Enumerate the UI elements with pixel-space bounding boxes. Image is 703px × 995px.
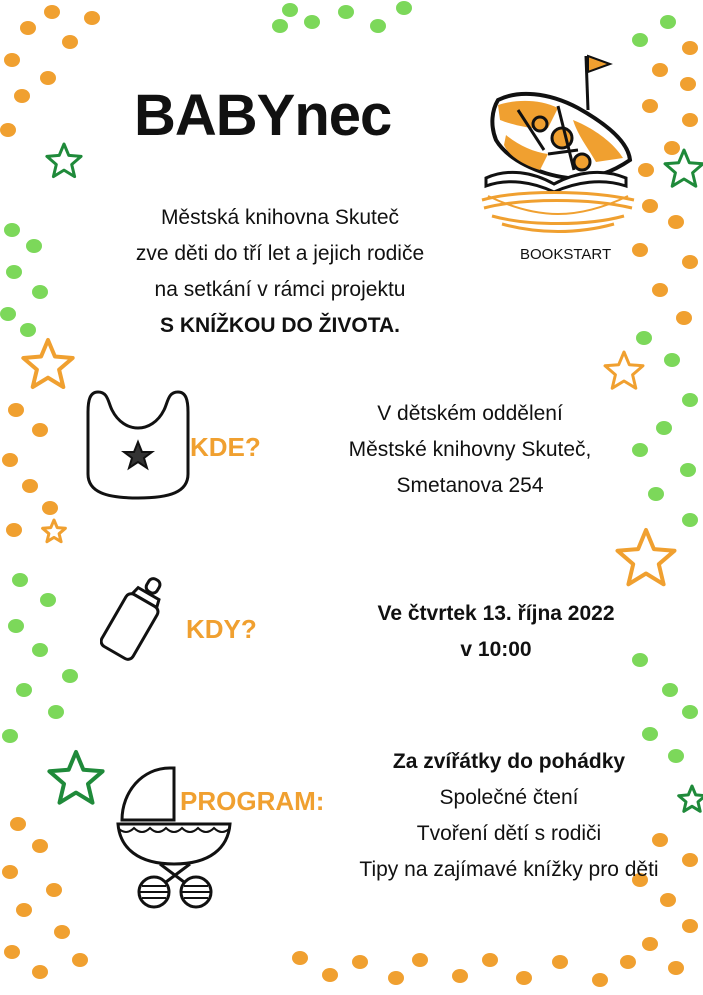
decorative-dot [660,15,676,29]
decorative-dot [26,239,42,253]
bib-icon [84,388,192,500]
decorative-dot [304,15,320,29]
bookstart-label: BOOKSTART [520,246,612,263]
where-info [320,396,620,504]
decorative-dot [2,453,18,467]
decorative-dot [48,705,64,719]
program-item: Tvoření dětí s rodiči [416,822,602,845]
program-info [324,744,694,888]
decorative-dot [638,163,654,177]
decorative-dot [8,403,24,417]
decorative-star-icon [23,340,72,387]
decorative-dot [46,883,62,897]
decorative-dot [642,727,658,741]
decorative-dot [338,5,354,19]
program-item: Tipy na zajímavé knížky pro děti [359,858,659,881]
decorative-dot [632,243,648,257]
decorative-dot [396,1,412,15]
baby-bottle-icon [100,576,184,666]
decorative-dot [72,953,88,967]
decorative-dot [664,353,680,367]
decorative-dot [16,903,32,917]
decorative-dot [32,965,48,979]
decorative-dot [292,951,308,965]
where-line: Smetanova 254 [396,474,544,497]
decorative-star-icon [618,530,675,584]
decorative-dot [388,971,404,985]
program-label: PROGRAM: [180,786,325,816]
decorative-dot [282,3,298,17]
decorative-dot [2,729,18,743]
decorative-dot [4,53,20,67]
decorative-dot [682,41,698,55]
decorative-dot [84,11,100,25]
decorative-dot [642,199,658,213]
intro-line: Městská knihovna Skuteč [160,206,400,229]
decorative-dot [352,955,368,969]
decorative-dot [682,113,698,127]
decorative-dot [620,955,636,969]
decorative-dot [680,77,696,91]
decorative-dot [272,19,288,33]
decorative-dot [668,215,684,229]
decorative-dot [652,63,668,77]
decorative-dot [632,33,648,47]
decorative-dot [682,919,698,933]
decorative-star-icon [49,752,102,803]
decorative-dot [682,705,698,719]
project-name: S KNÍŽKOU DO ŽIVOTA. [160,314,400,337]
decorative-dot [40,593,56,607]
decorative-dot [14,89,30,103]
decorative-star-icon [43,520,66,542]
decorative-dot [552,955,568,969]
when-label: KDY? [186,614,257,644]
decorative-star-icon [665,150,703,186]
bookstart-logo [478,50,638,240]
decorative-dot [652,283,668,297]
decorative-dot [2,865,18,879]
intro-line: zve děti do tří let a jejich rodiče [135,242,425,265]
decorative-dot [16,683,32,697]
decorative-dot [32,423,48,437]
decorative-dot [682,255,698,269]
decorative-dot [648,487,664,501]
decorative-dot [482,953,498,967]
decorative-dot [412,953,428,967]
page-title: BABYnec [134,83,392,148]
decorative-dot [40,71,56,85]
where-line: Městské knihovny Skuteč, [348,438,592,461]
decorative-dot [642,937,658,951]
decorative-dot [632,443,648,457]
decorative-dot [4,945,20,959]
decorative-dot [680,463,696,477]
decorative-dot [660,893,676,907]
decorative-dot [44,5,60,19]
decorative-dot [668,961,684,975]
decorative-dot [22,479,38,493]
decorative-dot [682,513,698,527]
decorative-dot [0,307,16,321]
decorative-dot [32,839,48,853]
decorative-dot [8,619,24,633]
decorative-dot [32,643,48,657]
decorative-star-icon [47,144,81,177]
decorative-dot [656,421,672,435]
decorative-dot [636,331,652,345]
intro-line: na setkání v rámci projektu [154,278,406,301]
when-info [346,596,646,668]
intro-text [80,200,480,344]
decorative-dot [662,683,678,697]
decorative-dot [370,19,386,33]
bookstart-nest-book-icon [478,50,638,240]
decorative-dot [42,501,58,515]
decorative-dot [6,523,22,537]
decorative-dot [6,265,22,279]
decorative-star-icon [605,352,643,388]
decorative-dot [592,973,608,987]
decorative-dot [322,968,338,982]
decorative-dot [10,817,26,831]
decorative-dot [32,285,48,299]
decorative-dot [20,323,36,337]
decorative-dot [62,35,78,49]
decorative-dot [4,223,20,237]
decorative-dot [62,669,78,683]
decorative-dot [452,969,468,983]
when-time: v 10:00 [460,638,532,661]
decorative-dot [682,393,698,407]
program-item: Společné čtení [439,786,579,809]
decorative-dot [54,925,70,939]
decorative-dot [20,21,36,35]
where-line: V dětském oddělení [377,402,563,425]
decorative-dot [516,971,532,985]
decorative-dot [12,573,28,587]
when-date: Ve čtvrtek 13. října 2022 [377,602,615,625]
where-label: KDE? [190,432,261,462]
program-heading: Za zvířátky do pohádky [392,750,626,773]
decorative-dot [642,99,658,113]
decorative-dot [664,141,680,155]
decorative-dot [0,123,16,137]
decorative-dot [676,311,692,325]
